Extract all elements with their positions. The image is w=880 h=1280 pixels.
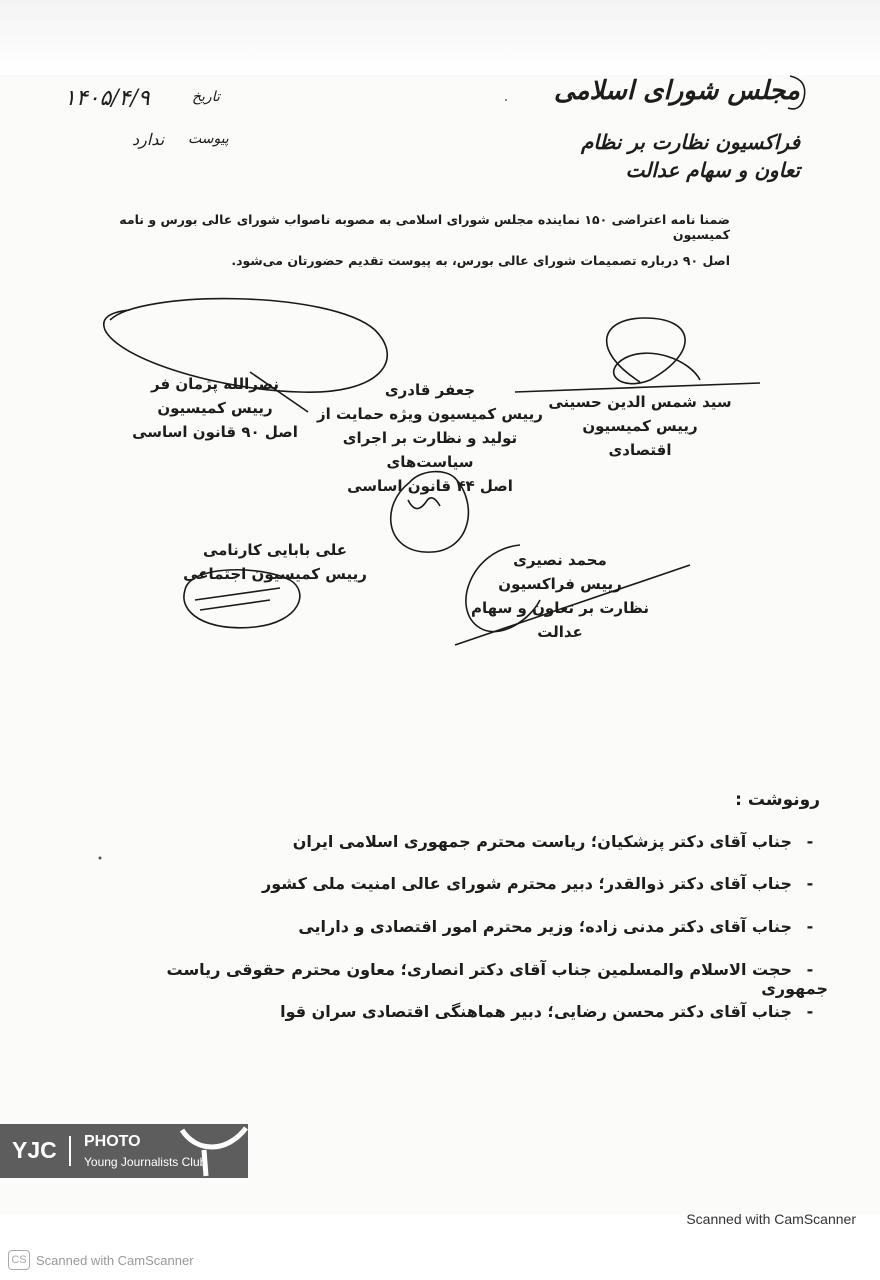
letterhead-line1: فراکسیون نظارت بر نظام xyxy=(580,130,800,154)
cc-list-item xyxy=(148,1002,828,1021)
cc-item-text: جناب آقای دکتر مدنی زاده؛ وزیر محترم امور اقتصادی و دارایی xyxy=(298,917,792,936)
cc-bullet: - xyxy=(806,917,814,936)
yjc-watermark xyxy=(0,1124,248,1178)
cc-bullet: - xyxy=(806,832,814,851)
signatory-role: نظارت بر تعاون و سهام عدالت xyxy=(471,599,649,641)
signatory-name: سید شمس الدین حسینی xyxy=(548,393,732,411)
signatory-role: رییس کمیسیون اجتماعی xyxy=(183,565,367,583)
yjc-swoosh-icon xyxy=(176,1124,248,1178)
watermark-divider xyxy=(69,1136,71,1166)
signatory-name: جعفر قادری xyxy=(384,381,476,399)
letter-page xyxy=(0,75,880,1215)
body-line-2: اصل ۹۰ درباره تصمیمات شورای عالی بورس، به پیوست تقدیم حضورتان می‌شود. xyxy=(231,253,730,268)
signatory-role: تولید و نظارت بر اجرای سیاست‌های xyxy=(342,429,518,471)
signature-block-hosseini xyxy=(540,390,740,462)
letterhead-title: مجلس شورای اسلامی xyxy=(553,76,800,106)
letterhead-line2: تعاون و سهام عدالت xyxy=(625,158,800,182)
signatory-role: اصل ۹۰ قانون اساسی xyxy=(132,423,298,441)
camscanner-logo-icon: CS xyxy=(8,1250,30,1270)
yjc-logo: YJC xyxy=(12,1137,57,1163)
cc-list-item xyxy=(148,874,828,893)
body-line-1: ضمنا نامه اعتراضی ۱۵۰ نماینده مجلس شورای اسلامی به مصوبه ناصواب شورای عالی بورس و نامه کمیسیون xyxy=(119,212,730,242)
signatory-role: اصل ۴۴ قانون اساسی xyxy=(347,477,513,495)
cc-item-text: جناب آقای دکتر پزشکیان؛ ریاست محترم جمهوری اسلامی ایران xyxy=(292,832,792,851)
signatory-role: رییس کمیسیون xyxy=(582,417,698,435)
cc-list-item xyxy=(148,832,828,851)
signature-block-babaei-karnami xyxy=(180,538,370,586)
watermark-club-label: Young Journalists Club xyxy=(84,1155,207,1169)
signatory-role: رییس کمیسیون xyxy=(157,399,273,417)
cc-title: رونوشت : xyxy=(735,790,820,810)
signatory-role: رییس کمیسیون ویژه حمایت از xyxy=(317,405,543,423)
cc-list-item xyxy=(148,960,828,998)
scan-top-margin xyxy=(0,0,880,75)
signature-block-peyman-far xyxy=(130,372,300,444)
cc-item-text: جناب آقای دکتر ذوالقدر؛ دبیر محترم شورای عالی امنیت ملی کشور xyxy=(262,874,792,893)
signatory-role: رییس فراکسیون xyxy=(498,575,622,593)
date-label: تاریخ xyxy=(192,89,220,105)
cc-item-text: جناب آقای دکتر محسن رضایی؛ دبیر هماهنگی اقتصادی سران قوا xyxy=(280,1002,792,1021)
signature-block-nasiri xyxy=(450,548,670,644)
cc-bullet: - xyxy=(806,874,814,893)
attachment-value: ندارد xyxy=(132,130,165,149)
signatory-name: محمد نصیری xyxy=(513,551,607,569)
cc-bullet: - xyxy=(806,1002,814,1021)
signature-block-ghaderi xyxy=(300,378,560,498)
cc-bullet: - xyxy=(806,960,814,979)
signatory-name: نصرالله پژمان فر xyxy=(150,375,280,393)
date-value: ۱۴۰۵/۴/۹ xyxy=(64,86,150,111)
camscanner-mark-left: Scanned with CamScanner xyxy=(36,1253,194,1268)
attachment-label: پیوست xyxy=(188,131,229,147)
signatory-role: اقتصادی xyxy=(608,441,672,459)
watermark-photo-label: PHOTO xyxy=(84,1133,141,1150)
camscanner-mark-right: Scanned with CamScanner xyxy=(686,1211,856,1227)
cc-list-item xyxy=(148,917,828,936)
cc-item-text: حجت الاسلام والمسلمین جناب آقای دکتر انصاری؛ معاون محترم حقوقی ریاست جمهوری xyxy=(166,960,828,998)
signatory-name: علی بابایی کارنامی xyxy=(202,541,348,559)
